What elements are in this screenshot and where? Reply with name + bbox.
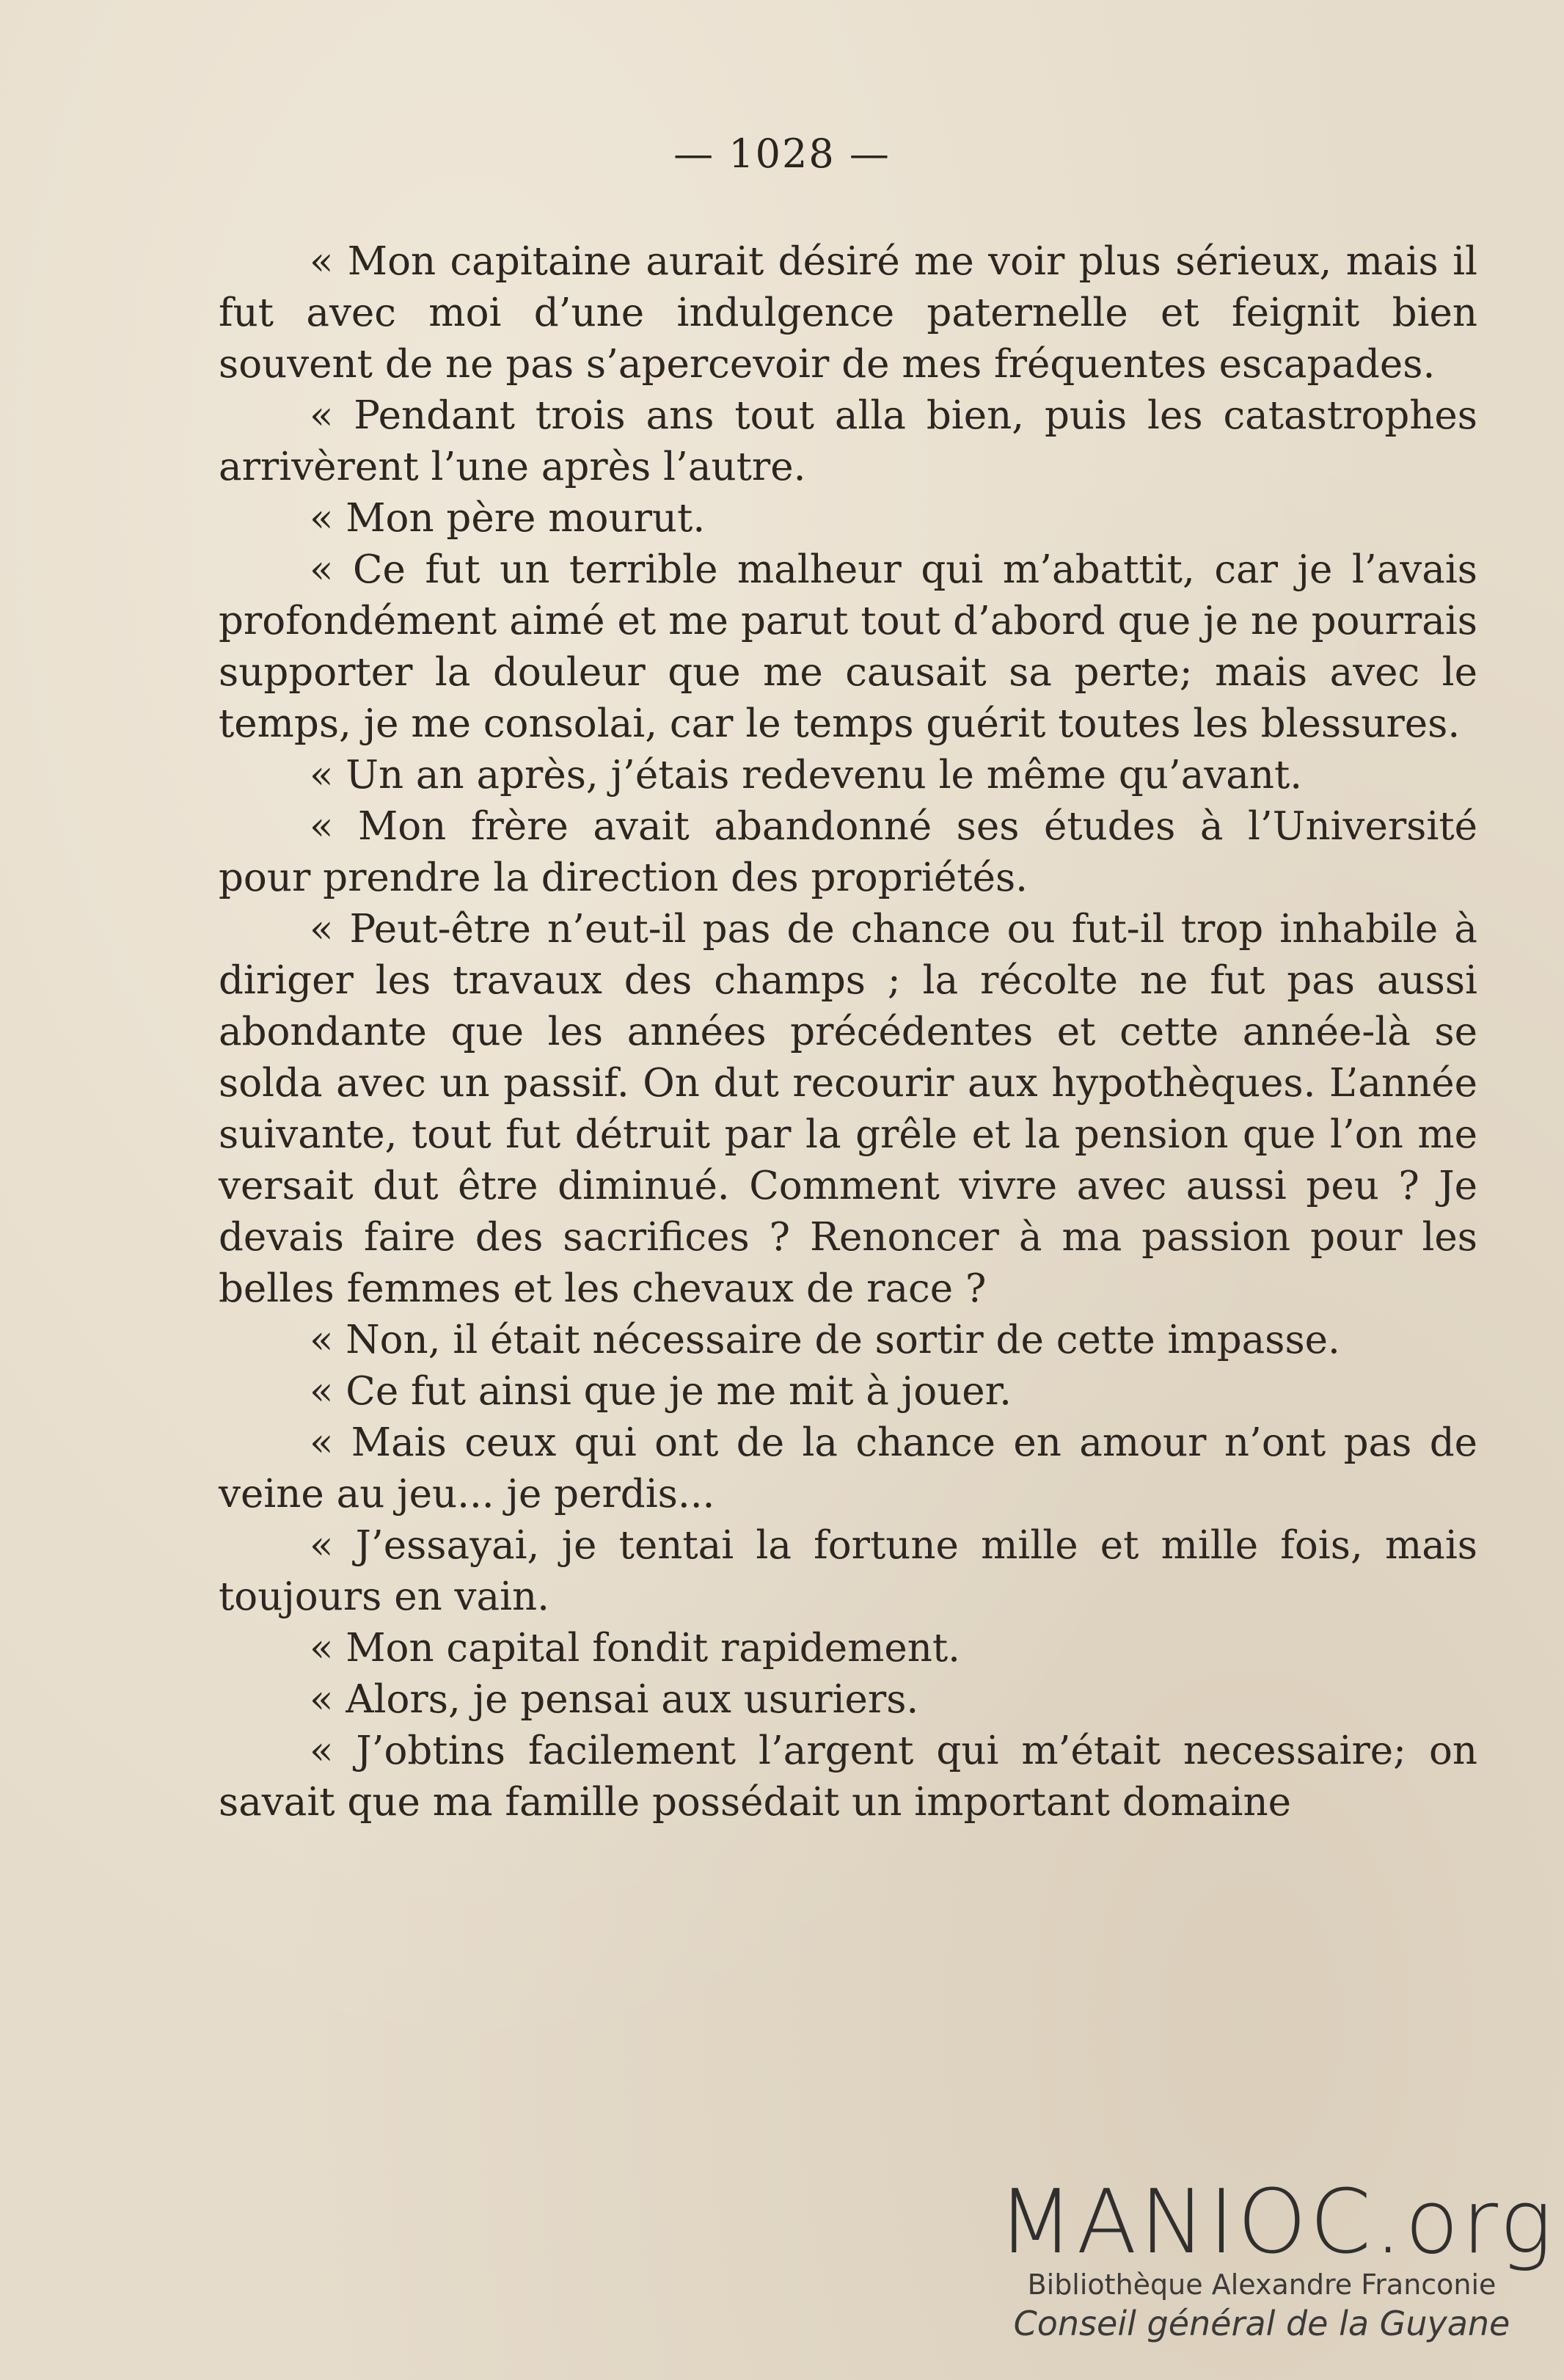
paragraph: « Mais ceux qui ont de la chance en amour n’ont pas de veine au jeu... je perdis... xyxy=(219,1420,1477,1516)
paragraph: « Un an après, j’étais redevenu le même qu’avant. xyxy=(310,753,1303,797)
watermark-library-name: Bibliothèque Alexandre Franconie xyxy=(1027,2268,1497,2301)
paragraph: « Mon frère avait abandonné ses études à l’Université pour prendre la direction des propriétés. xyxy=(219,804,1477,900)
watermark-council-name: Conseil général de la Guyane xyxy=(1013,2304,1510,2343)
paragraph: « Non, il était nécessaire de sortir de cette impasse. xyxy=(310,1318,1340,1362)
paragraph: « Mon père mourut. xyxy=(310,496,706,541)
paragraph: « Peut-être n’eut-il pas de chance ou fut-il trop inhabile à diriger les travaux des champs ; la récolte ne fut pas aussi abondante que les années précédentes et cette année-là se solda avec un passif. On dut recourir aux hypothèques. L’année suivante, tout fut détruit par la grêle et la pension que l’on me versait dut être diminué. Comment vivre avec aussi peu ? Je devais faire des sacrifices ? Renoncer à ma passion pour les belles femmes et les chevaux de race ? xyxy=(219,907,1477,1311)
paragraph: « Mon capital fondit rapidement. xyxy=(310,1626,960,1671)
paragraph: « Ce fut ainsi que je me mit à jouer. xyxy=(310,1369,1012,1414)
paragraph: « J’obtins facilement l’argent qui m’était necessaire; on savait que ma famille possédait un important domaine xyxy=(219,1729,1477,1825)
paragraph: « Alors, je pensai aux usuriers. xyxy=(310,1677,919,1722)
manioc-logo: MANIOC.org xyxy=(998,2172,1555,2274)
paragraph: « Mon capitaine aurait désiré me voir plus sérieux, mais il fut avec moi d’une indulgence paternelle et feignit bien souvent de ne pas s’apercevoir de mes fréquentes escapades. xyxy=(219,239,1477,387)
body-text xyxy=(219,236,1477,1828)
paragraph: « Ce fut un terrible malheur qui m’abattit, car je l’avais profondément aimé et me parut tout d’abord que je ne pourrais supporter la douleur que me causait sa perte; mais avec le temps, je me consolai, car le temps guérit toutes les blessures. xyxy=(219,547,1477,746)
paragraph: « Pendant trois ans tout alla bien, puis les catastrophes arrivèrent l’une après l’autre. xyxy=(219,393,1477,489)
page-number: — 1028 — xyxy=(673,131,891,177)
paragraph: « J’essayai, je tentai la fortune mille et mille fois, mais toujours en vain. xyxy=(219,1523,1477,1619)
manioc-watermark xyxy=(998,2172,1555,2362)
